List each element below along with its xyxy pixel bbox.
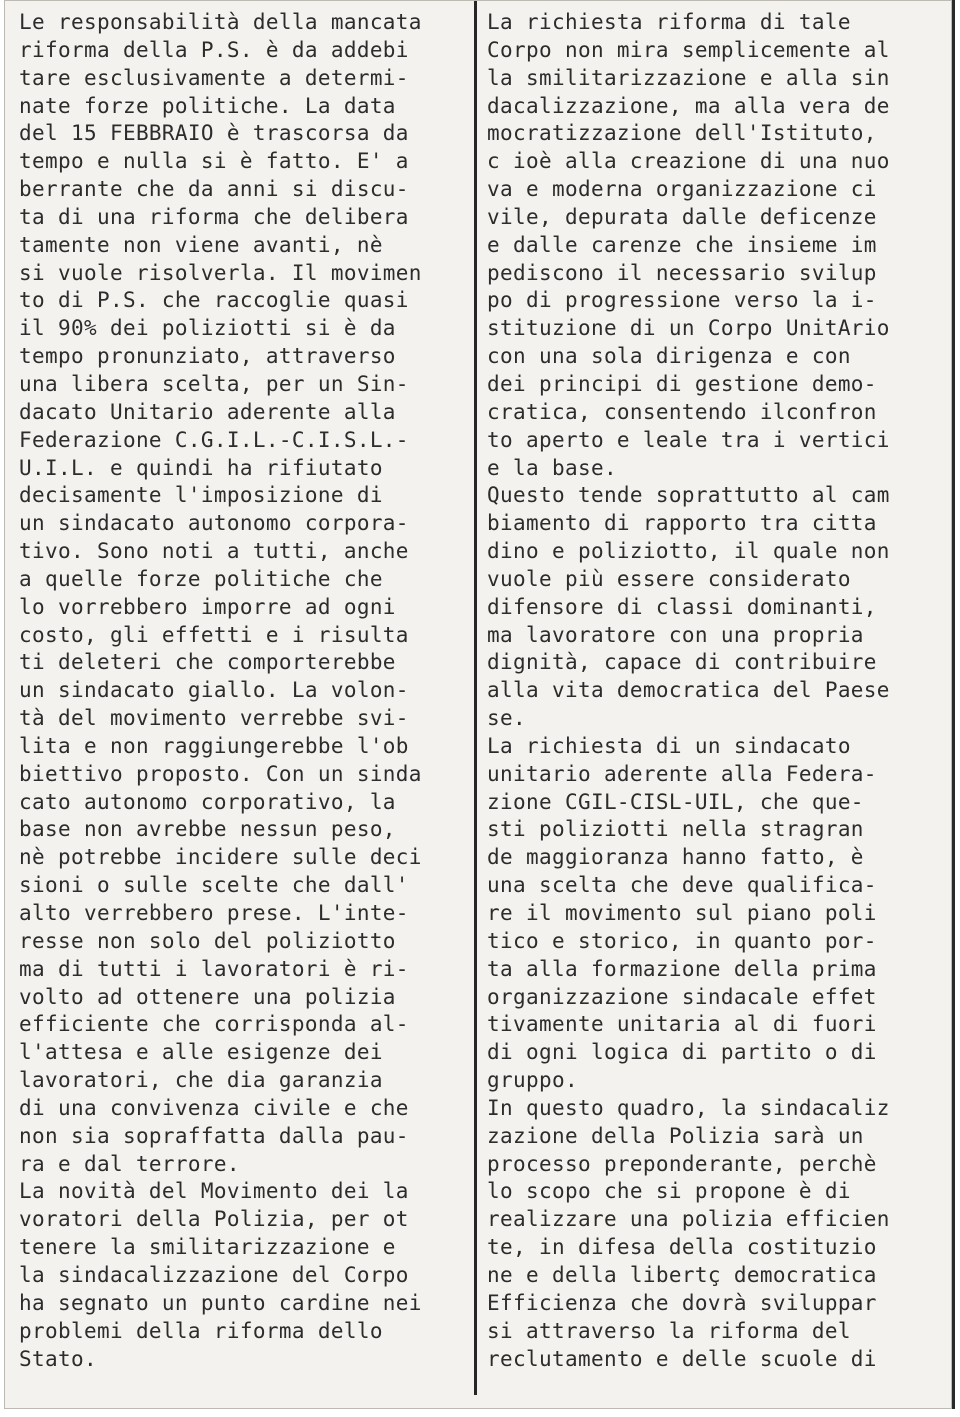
text-line: si vuole risolverla. Il movimen	[19, 260, 422, 285]
text-line: zazione della Polizia sarà un	[487, 1123, 864, 1148]
text-line: lita e non raggiungerebbe l'ob	[19, 733, 409, 758]
text-line: tà del movimento verrebbe svi-	[19, 706, 409, 731]
text-line: tempo pronunziato, attraverso	[19, 344, 396, 369]
text-line: stituzione di un Corpo UnitArio	[487, 316, 890, 341]
text-line: In questo quadro, la sindacaliz	[487, 1095, 890, 1120]
text-line: vuole più essere considerato	[487, 566, 851, 591]
text-line: biettivo proposto. Con un sinda	[19, 761, 422, 786]
text-line: tempo e nulla si è fatto. E' a	[19, 149, 409, 174]
text-line: base non avrebbe nessun peso,	[19, 817, 396, 842]
typewritten-page	[4, 0, 952, 1409]
text-line: l'attesa e alle esigenze dei	[19, 1040, 383, 1065]
text-line: dino e poliziotto, il quale non	[487, 539, 890, 564]
text-line: organizzazione sindacale effet	[487, 984, 877, 1009]
text-line: realizzare una polizia efficien	[487, 1207, 890, 1232]
text-line: to di P.S. che raccoglie quasi	[19, 288, 409, 313]
text-line: cato autonomo corporativo, la	[19, 789, 396, 814]
text-line: sioni o sulle scelte che dall'	[19, 873, 409, 898]
text-line: U.I.L. e quindi ha rifiutato	[19, 455, 383, 480]
text-line: difensore di classi dominanti,	[487, 594, 877, 619]
text-line: e la base.	[487, 455, 617, 480]
text-line: un sindacato giallo. La volon-	[19, 678, 409, 703]
text-line: lo vorrebbero imporre ad ogni	[19, 594, 396, 619]
text-line: ha segnato un punto cardine nei	[19, 1290, 422, 1315]
left-text-column	[19, 9, 471, 1373]
text-line: c ioè alla creazione di una nuo	[487, 149, 890, 174]
text-line: ma lavoratore con una propria	[487, 622, 864, 647]
text-line: La richiesta di un sindacato	[487, 733, 851, 758]
text-line: a quelle forze politiche che	[19, 566, 383, 591]
text-line: nè potrebbe incidere sulle deci	[19, 845, 422, 870]
text-line: re il movimento sul piano poli	[487, 901, 877, 925]
text-line: una libera scelta, per un Sin-	[19, 371, 409, 396]
text-line: te, in difesa della costituzio	[487, 1235, 877, 1260]
text-line: la sindacalizzazione del Corpo	[19, 1262, 409, 1287]
text-line: una scelta che deve qualifica-	[487, 873, 877, 898]
text-line: zione CGIL-CISL-UIL, che que-	[487, 789, 864, 814]
text-line: se.	[487, 706, 526, 731]
text-line: voratori della Polizia, per ot	[19, 1207, 409, 1232]
text-line: vile, depurata dalle deficenze	[487, 204, 877, 229]
text-line: ra e dal terrore.	[19, 1151, 240, 1176]
text-line: tivamente unitaria al di fuori	[487, 1012, 877, 1037]
text-line: resse non solo del poliziotto	[19, 928, 396, 953]
text-line: si attraverso la riforma del	[487, 1318, 851, 1343]
text-line: Questo tende soprattutto al cam	[487, 483, 890, 508]
text-line: di una convivenza civile e che	[19, 1095, 409, 1120]
text-line: la smilitarizzazione e alla sin	[487, 65, 890, 90]
text-line: to aperto e leale tra i vertici	[487, 427, 890, 452]
text-line: processo preponderante, perchè	[487, 1151, 877, 1176]
text-line: Corpo non mira semplicemente al	[487, 37, 890, 62]
text-line: tenere la smilitarizzazione e	[19, 1235, 396, 1260]
page-edge-shadow	[952, 0, 955, 1409]
text-line: alla vita democratica del Paese	[487, 678, 890, 703]
text-line: va e moderna organizzazione ci	[487, 177, 877, 202]
text-line: tivo. Sono noti a tutti, anche	[19, 539, 409, 564]
text-line: Stato.	[19, 1346, 97, 1371]
text-line: dei principi di gestione demo-	[487, 371, 877, 396]
text-line: con una sola dirigenza e con	[487, 344, 851, 369]
text-line: nate forze politiche. La data	[19, 93, 396, 118]
text-line: il 90% dei poliziotti si è da	[19, 316, 396, 341]
text-line: lavoratori, che dia garanzia	[19, 1068, 383, 1093]
text-line: tico e storico, in quanto por-	[487, 928, 877, 953]
text-line: tamente non viene avanti, nè	[19, 232, 383, 257]
text-line: ta di una riforma che delibera	[19, 204, 409, 229]
text-line: Le responsabilità della mancata	[19, 10, 422, 34]
text-line: non sia sopraffatta dalla pau-	[19, 1123, 409, 1148]
text-line: dignità, capace di contribuire	[487, 650, 877, 675]
text-line: alto verrebbero prese. L'inte-	[19, 901, 409, 925]
text-line: Federazione C.G.I.L.-C.I.S.L.-	[19, 427, 409, 452]
text-line: costo, gli effetti e i risulta	[19, 622, 409, 647]
text-line: volto ad ottenere una polizia	[19, 984, 396, 1009]
text-line: cratica, consentendo ilconfron	[487, 399, 877, 424]
text-line: lo scopo che si propone è di	[487, 1179, 851, 1204]
text-line: tare esclusivamente a determi-	[19, 65, 409, 90]
text-line: un sindacato autonomo corpora-	[19, 511, 409, 536]
text-line: unitario aderente alla Federa-	[487, 761, 877, 786]
column-divider	[474, 1, 477, 1395]
text-line: problemi della riforma dello	[19, 1318, 383, 1343]
text-line: La richiesta riforma di tale	[487, 10, 851, 34]
text-line: biamento di rapporto tra citta	[487, 511, 877, 536]
text-line: e dalle carenze che insieme im	[487, 232, 877, 257]
text-line: dacalizzazione, ma alla vera de	[487, 93, 890, 118]
text-line: de maggioranza hanno fatto, è	[487, 845, 864, 870]
text-line: La novità del Movimento dei la	[19, 1179, 409, 1204]
text-line: efficiente che corrisponda al-	[19, 1012, 409, 1037]
text-line: decisamente l'imposizione di	[19, 483, 383, 508]
text-line: gruppo.	[487, 1068, 578, 1093]
text-line: pediscono il necessario svilup	[487, 260, 877, 285]
text-line: po di progressione verso la i-	[487, 288, 877, 313]
text-line: mocratizzazione dell'Istituto,	[487, 121, 877, 146]
text-line: reclutamento e delle scuole di	[487, 1346, 877, 1371]
text-line: riforma della P.S. è da addebi	[19, 37, 409, 62]
text-line: dacato Unitario aderente alla	[19, 399, 396, 424]
text-line: berrante che da anni si discu-	[19, 177, 409, 202]
bottom-margin	[0, 1409, 960, 1417]
text-line: del 15 FEBBRAIO è trascorsa da	[19, 121, 409, 146]
text-line: ne e della libertç democratica	[487, 1262, 877, 1287]
right-text-column	[487, 9, 939, 1373]
text-line: ti deleteri che comporterebbe	[19, 650, 396, 675]
text-line: ma di tutti i lavoratori è ri-	[19, 956, 409, 981]
text-line: sti poliziotti nella stragran	[487, 817, 864, 842]
text-line: Efficienza che dovrà sviluppar	[487, 1290, 877, 1315]
text-line: ta alla formazione della prima	[487, 956, 877, 981]
text-line: di ogni logica di partito o di	[487, 1040, 877, 1065]
